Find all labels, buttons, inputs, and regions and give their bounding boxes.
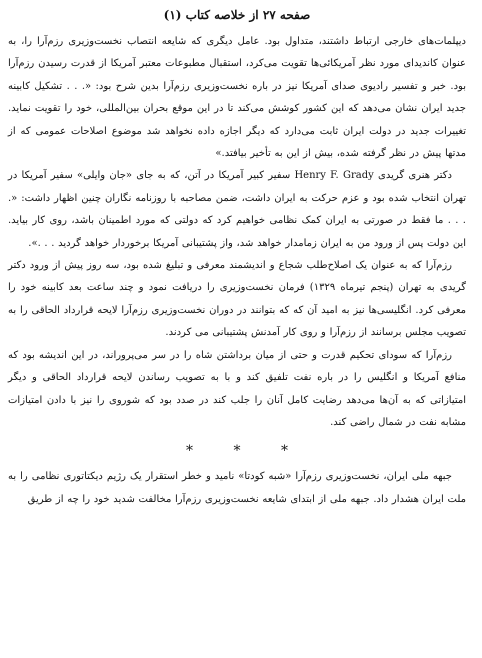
paragraph-1: دیپلمات‌های خارجی ارتباط داشتند، متداول بود. عامل دیگری که شایعه انتصاب نخست‌وزیری رزم‌آرا را، به عنوان کاندیدای مورد نظر آمریکائی‌ها تقویت می‌کرد، استقبال مطبوعات معتبر آمریکا از قدرت رسیدن رزم‌آرا بود. خبر و تفسیر رادیوی صدای آمریکا نیز در باره نخست‌وزیری رزم‌آرا بدین شرح بود: «. . . تشکیل کابینه جدید ایران نشان می‌دهد که این کشور کوشش می‌کند تا در این موقع بحران بین‌المللی، خود را تقویت نماید. تغییرات جدید در دولت ایران ثابت می‌دارد که دیگر اجازه داده نخواهد شد موضوع اصلاحات عمومی که از مدتها پیش در نظر گرفته شده، بیش از این به تأخیر بیافتد.» bbox=[8, 36, 466, 160]
page-header: صفحه ۲۷ از خلاصه کتاب (۱) bbox=[163, 8, 311, 22]
closing-paragraph: جبهه ملی ایران، نخست‌وزیری رزم‌آرا «شبه کودتا» نامید و خطر استقرار یک رژیم دیکتاتوری نظامی را به ملت ایران هشدار داد. جبهه ملی از ابتدای شایعه نخست‌وزیری رزم‌آرا مخالفت شدید خود را چه از طریق bbox=[8, 471, 466, 505]
section-separator: * * * bbox=[186, 443, 306, 460]
paragraph-3: رزم‌آرا که به عنوان یک اصلاح‌طلب شجاع و اندیشمند معرفی و تبلیغ شده بود، سه روز پیش از ورود دکتر گریدی به تهران (پنجم تیرماه ۱۳۲۹) فرمان نخست‌وزیری را دریافت نمود و چند ساعت بعد کابینه خود را معرفی کرد. انگلیسی‌ها نیز به امید آن که که بتوانند در دوران نخست‌وزیری رزم‌آرا لایحه قرارداد الحاقی را به تصویب مجلس برسانند از رزم‌آرا و روی کار آمدنش پشتیبانی می کردند. bbox=[8, 260, 466, 339]
paragraph-2: دکتر هنری گریدی Henry F. Grady سفیر کبیر آمریکا در آتن، که به جای «جان وایلی» سفیر آمریکا در تهران انتخاب شده بود و عزم حرکت به ایران داشت، ضمن مصاحبه با روزنامه نگاران چنین اظهار داشت: «. . . . ما فقط در صورتی به ایران کمک نظامی خواهیم کرد که دولتی که مورد اطمینان باشد، روی کار بیاید. این دولت پس از ورود من به ایران زمامدار خواهد شد، واز پشتیبانی آمریکا برخوردار خواهد گردید . . .». bbox=[8, 170, 466, 249]
paragraph-4: رزم‌آرا که سودای تحکیم قدرت و حتی از میان برداشتن شاه را در سر می‌پروراند، در این اندیشه بود که منافع آمریکا و انگلیس را در باره نفت تلفیق کند و با به تصویب رساندن لایحه قرارداد الحاقی و دیگر امتیازاتی که به آن‌ها می‌دهد رضایت کامل آنان را جلب کند در صدد بود که شوروی را نیز با دادن امتیازات مشابه نفت در شمال راضی کند. bbox=[8, 349, 466, 428]
body-text bbox=[8, 31, 466, 434]
